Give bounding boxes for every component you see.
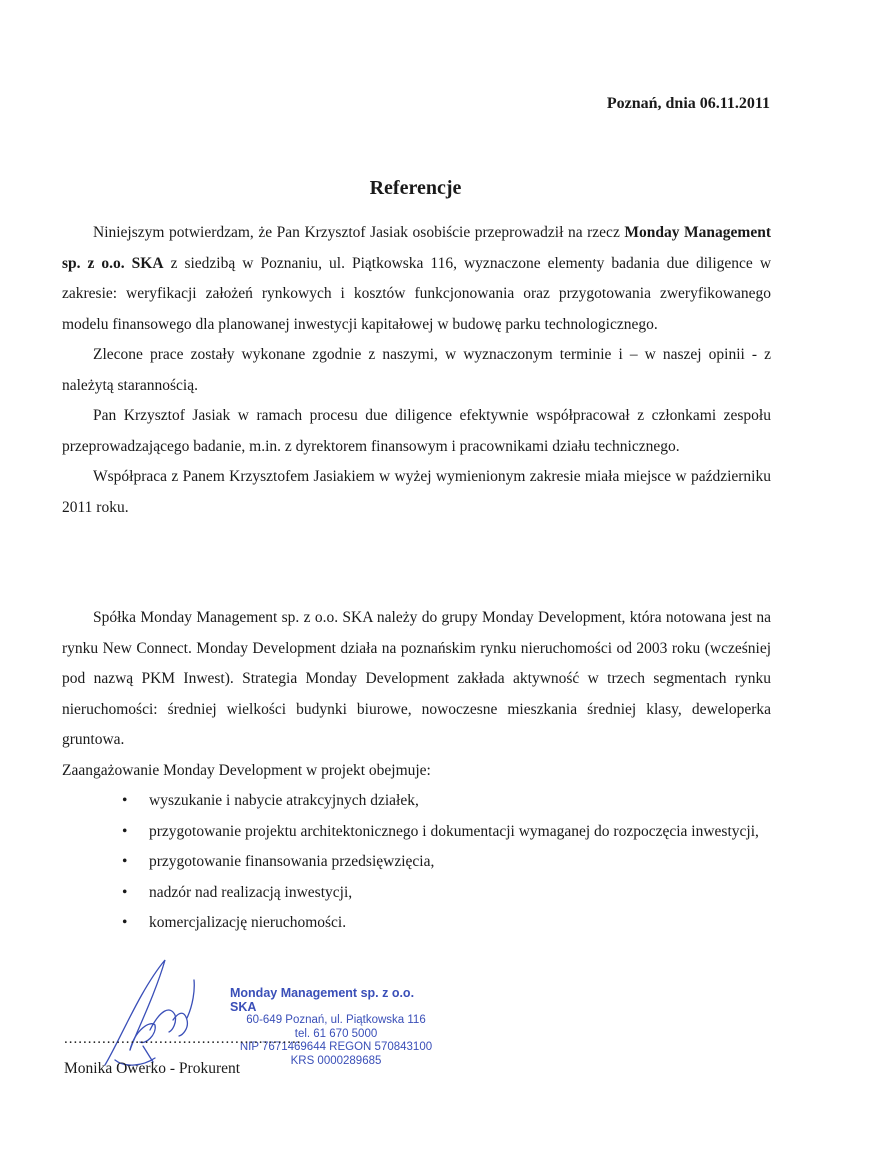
involvement-list bbox=[62, 786, 771, 939]
paragraph-1 bbox=[62, 218, 771, 340]
company-stamp bbox=[230, 987, 442, 1068]
paragraph-2: Zlecone prace zostały wykonane zgodnie z naszymi, w wyznaczonym terminie i – w naszej opinii - z należytą starannością. bbox=[62, 346, 771, 394]
company-name: Monday Management sp. z o.o. SKA bbox=[62, 224, 771, 272]
paragraph-1-intro: Niniejszym potwierdzam, że Pan Krzysztof Jasiak osobiście przeprowadził na rzecz bbox=[93, 224, 625, 241]
list-item: • nadzór nad realizacją inwestycji, bbox=[62, 878, 771, 909]
list-item: • wyszukanie i nabycie atrakcyjnych działek, bbox=[62, 786, 771, 817]
signature-line: .................................................. bbox=[64, 1031, 302, 1047]
document-date: Poznań, dnia 06.11.2011 bbox=[606, 95, 770, 112]
bullet-icon: • bbox=[122, 792, 128, 809]
paragraph-6: Zaangażowanie Monday Development w projekt obejmuje: bbox=[62, 761, 431, 779]
stamp-address: 60-649 Poznań, ul. Piątkowska 116 bbox=[246, 1014, 426, 1026]
bullet-icon: • bbox=[122, 822, 128, 840]
stamp-company-name: Monday Management sp. z o.o. SKA bbox=[230, 986, 415, 1014]
company-description bbox=[62, 603, 771, 939]
reference-body bbox=[62, 218, 771, 523]
list-item: • przygotowanie projektu architektonicznego i dokumentacji wymaganej do rozpoczęcia inwestycji, bbox=[62, 817, 771, 848]
paragraph-5: Spółka Monday Management sp. z o.o. SKA należy do grupy Monday Development, która notowana jest na rynku New Connect. Monday Development działa na poznańskim rynku nieruchomości od 2003 roku (wcześniej pod nazwą PKM Inwest). Strategia Monday Development zakłada aktywność w trzech segmentach rynku nieruchomości: średniej wielkości budynki biurowe, nowoczesne mieszkania średniej klasy, deweloperka gruntowa. bbox=[62, 609, 771, 748]
paragraph-1-rest: z siedzibą w Poznaniu, ul. Piątkowska 116, wyznaczone elementy badania due diligence w zakresie: weryfikacji założeń rynkowych i kosztów funkcjonowania oraz przygotowania zweryfikowanego modelu finansowego dla planowanej inwestycji kapitałowej w budowę parku technologicznego. bbox=[62, 254, 772, 333]
stamp-phone: tel. 61 670 5000 bbox=[294, 1027, 378, 1040]
document-title: Referencje bbox=[369, 177, 462, 199]
paragraph-3: Pan Krzysztof Jasiak w ramach procesu due diligence efektywnie współpracował z członkami zespołu przeprowadzającego badanie, m.in. z dyrektorem finansowym i pracownikami działu technicznego. bbox=[62, 407, 771, 455]
bullet-icon: • bbox=[122, 853, 128, 870]
stamp-ids: NIP 7671469644 REGON 570843100 bbox=[239, 1041, 433, 1053]
handwritten-signature-icon bbox=[95, 950, 235, 1070]
signatory-name: Monika Owerko - Prokurent bbox=[64, 1060, 241, 1077]
bullet-icon: • bbox=[122, 914, 128, 931]
list-item: • komercjalizację nieruchomości. bbox=[62, 908, 771, 939]
paragraph-4: Współpraca z Panem Krzysztofem Jasiakiem w wyżej wymienionym zakresie miała miejsce w październiku 2011 roku. bbox=[62, 468, 771, 516]
bullet-icon: • bbox=[122, 883, 128, 901]
list-item: • przygotowanie finansowania przedsięwzięcia, bbox=[62, 847, 771, 878]
stamp-krs: KRS 0000289685 bbox=[290, 1054, 382, 1067]
